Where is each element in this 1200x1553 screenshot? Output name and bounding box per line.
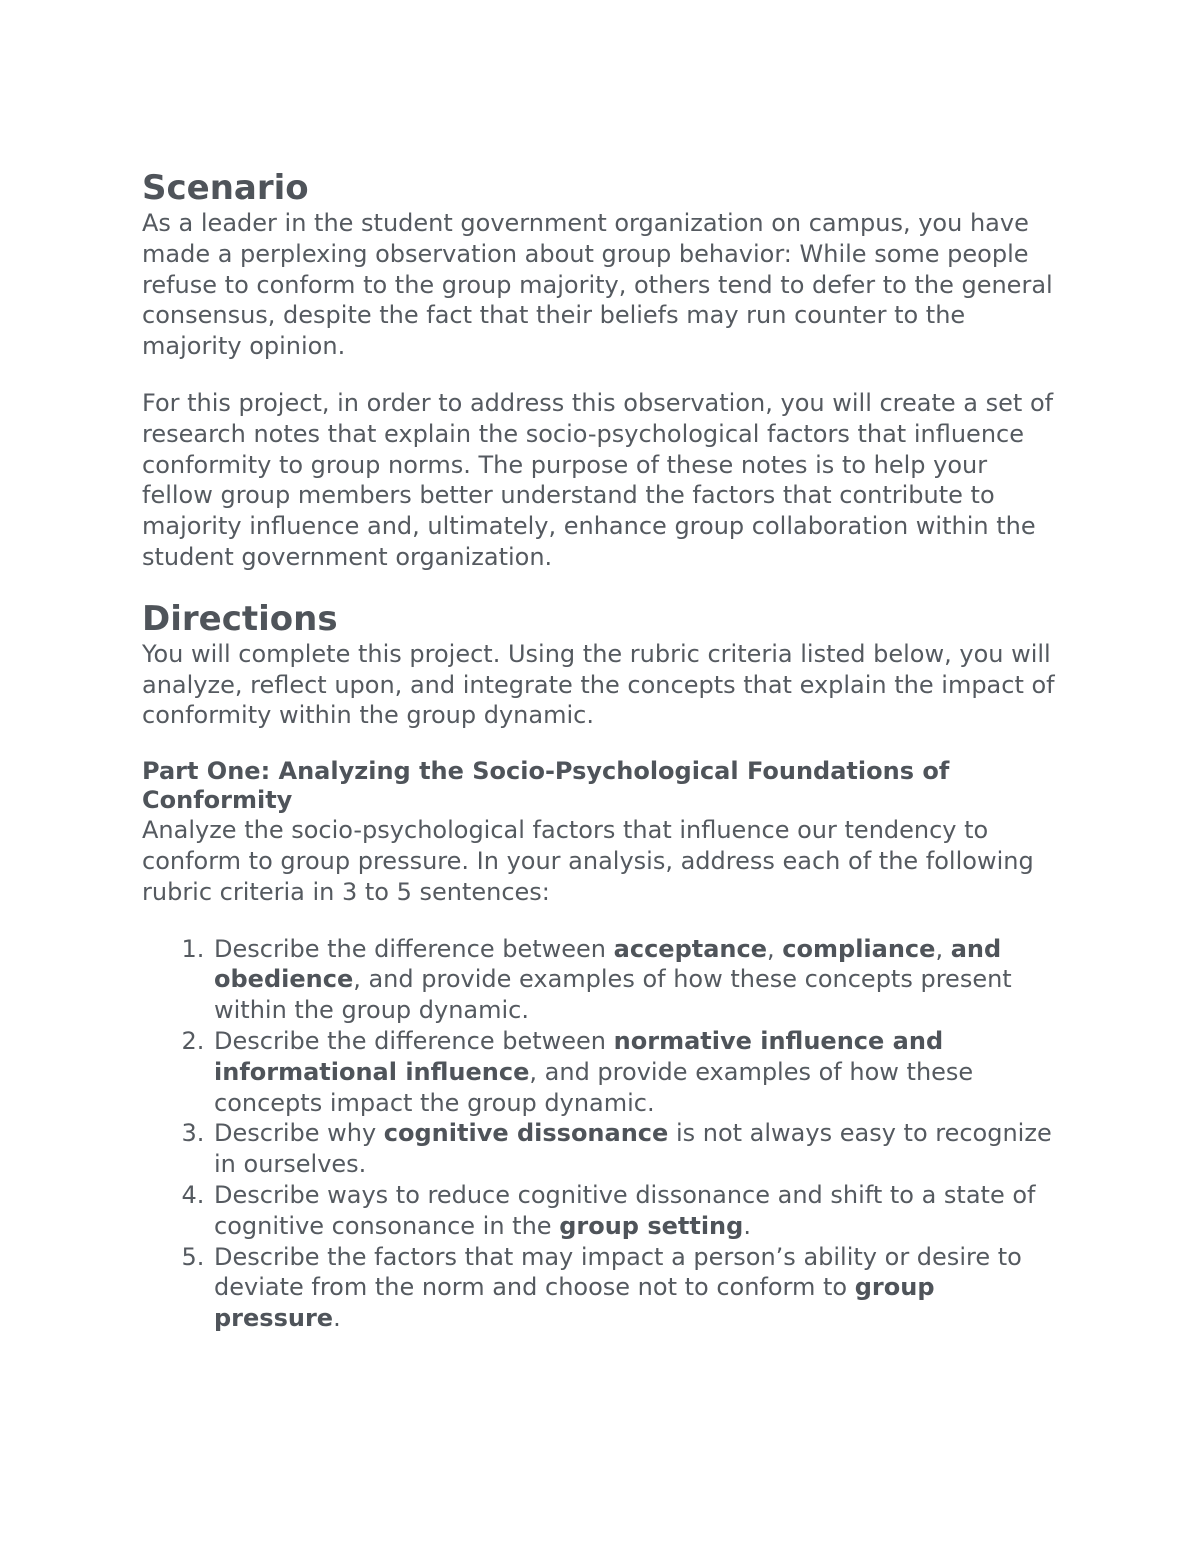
list-item: 3. Describe why cognitive dissonance is not always easy to recognize in ourselves. — [212, 1118, 1062, 1180]
list-item: 4. Describe ways to reduce cognitive dissonance and shift to a state of cognitive consonance in the group setting. — [212, 1180, 1062, 1242]
list-item: 2. Describe the difference between normative influence and informational influence, and provide examples of how these concepts impact the group dynamic. — [212, 1026, 1062, 1118]
directions-heading: Directions — [142, 598, 338, 639]
rubric-criteria-list — [142, 934, 1062, 1334]
scenario-paragraph-2: For this project, in order to address this observation, you will create a set of research notes that explain the socio-psychological factors that influence conformity to group norms. The purpose of these notes is to help your fellow group members better understand the factors that contribute to majority influence and, ultimately, enhance group collaboration within the student government organization. — [142, 388, 1054, 571]
part-one-heading: Part One: Analyzing the Socio-Psychological Foundations of Conformity — [142, 757, 950, 815]
list-item: 1. Describe the difference between acceptance, compliance, and obedience, and provide examples of how these concepts present within the group dynamic. — [212, 934, 1062, 1026]
scenario-paragraph-1: As a leader in the student government organization on campus, you have made a perplexing observation about group behavior: While some people refuse to conform to the group majority, others tend to defer to the general consensus, despite the fact that their beliefs may run counter to the majority opinion. — [142, 209, 1053, 361]
list-item: 5. Describe the factors that may impact a person’s ability or desire to deviate from the norm and choose not to conform to group pressure. — [212, 1242, 1062, 1334]
document-page — [142, 168, 1062, 1334]
part-one-intro: Analyze the socio-psychological factors that influence our tendency to conform to group pressure. In your analysis, address each of the following rubric criteria in 3 to 5 sentences: — [142, 816, 1034, 906]
scenario-heading: Scenario — [142, 168, 309, 208]
directions-paragraph: You will complete this project. Using the rubric criteria listed below, you will analyze, reflect upon, and integrate the concepts that explain the impact of conformity within the group dynamic. — [142, 639, 1055, 730]
